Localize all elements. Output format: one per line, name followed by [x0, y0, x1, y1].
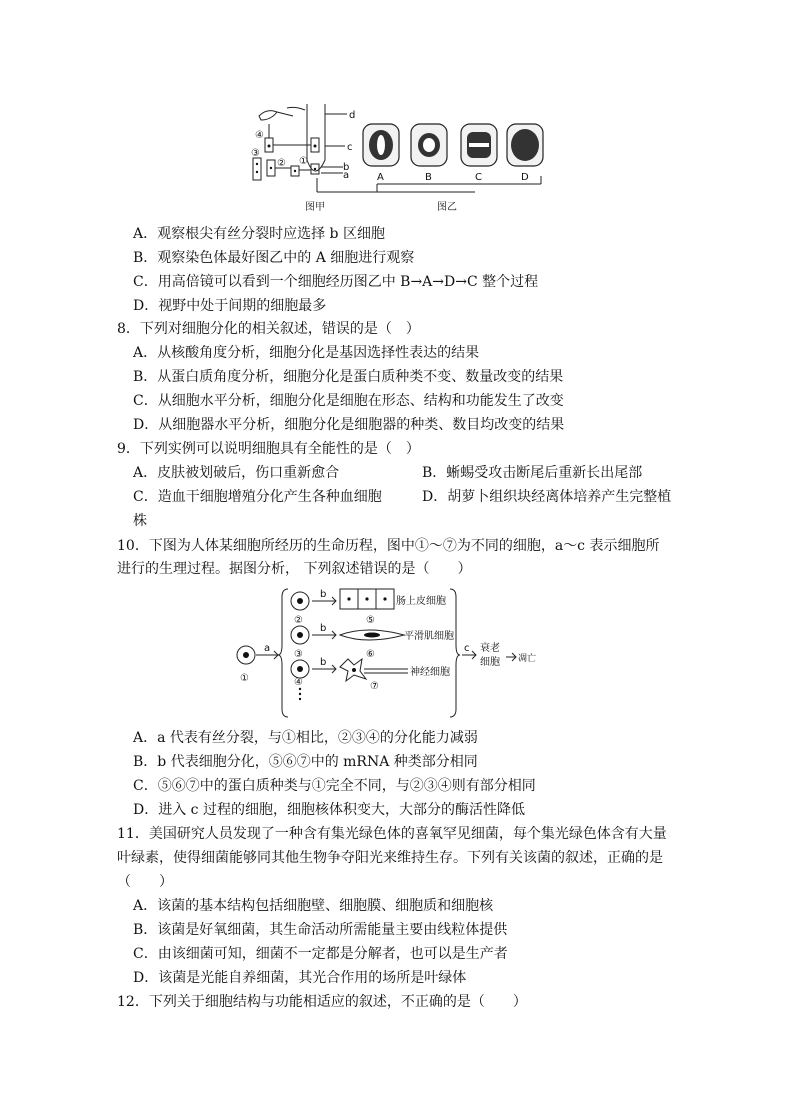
process-c-label: c [464, 643, 470, 654]
q8-option-c: C．从细胞水平分析，细胞分化是细胞在形态、结构和功能发生了改变 [133, 393, 564, 409]
figure-root-tip-mitosis [245, 100, 555, 218]
epithelial-cell-label: 肠上皮细胞 [396, 596, 446, 607]
q11-stem-line1: 11．美国研究人员发现了一种含有集光绿色体的喜氧罕见细菌，每个集光绿色体含有大量 [117, 826, 667, 842]
cell-7-label: ⑦ [370, 681, 379, 692]
figure-cell-life-history [232, 585, 537, 719]
q8-stem: 8．下列对细胞分化的相关叙述，错误的是（ ） [117, 321, 420, 337]
q7-option-d: D．视野中处于间期的细胞最多 [133, 298, 327, 314]
label-n3: ③ [251, 148, 260, 159]
q7-option-b: B．观察染色体最好图乙中的 A 细胞进行观察 [133, 250, 415, 266]
cell-5-label: ⑤ [366, 615, 375, 626]
q7-option-a: A．观察根尖有丝分裂时应选择 b 区细胞 [133, 226, 385, 242]
q11-option-c: C．由该细菌可知，细菌不一定都是分解者，也可以是生产者 [133, 946, 508, 962]
cell-2-label: ② [294, 615, 303, 626]
aging-label-2: 细胞 [480, 657, 500, 668]
q9-stem: 9．下列实例可以说明细胞具有全能性的是（ ） [117, 441, 420, 457]
q11-stem-line2: 叶绿素，使得细菌能够同其他生物争夺阳光来维持生存。下列有关该菌的叙述，正确的是 [117, 850, 663, 866]
q10-option-c: C．⑤⑥⑦中的蛋白质种类与①完全不同，与②③④则有部分相同 [133, 778, 536, 794]
process-a-label: a [264, 643, 271, 654]
q10-option-d: D．进入 c 过程的细胞，细胞核体积变大，大部分的酶活性降低 [133, 802, 525, 818]
label-b: b [343, 162, 350, 173]
label-n4: ④ [255, 130, 264, 141]
cell-3-label: ③ [294, 649, 303, 660]
q11-option-b: B．该菌是好氧细菌，其生命活动所需能量主要由线粒体提供 [133, 922, 508, 938]
apoptosis-label: 凋亡 [518, 654, 537, 664]
q12-stem: 12．下列关于细胞结构与功能相适应的叙述，不正确的是（ ） [117, 994, 527, 1010]
caption-fig-yi: 图乙 [437, 202, 457, 213]
q11-option-a: A．该菌的基本结构包括细胞壁、细胞膜、细胞质和细胞核 [133, 898, 494, 914]
cell-6-label: ⑥ [366, 649, 375, 660]
process-b-label-1: b [320, 589, 327, 600]
q9-option-a: A．皮肤被划破后，伤口重新愈合 [133, 465, 340, 481]
label-n2: ② [277, 158, 286, 169]
neuron-label: 神经细胞 [410, 667, 450, 678]
q8-option-a: A．从核酸角度分析，细胞分化是基因选择性表达的结果 [133, 345, 480, 361]
q8-option-d: D．从细胞器水平分析，细胞分化是细胞器的种类、数目均改变的结果 [133, 417, 565, 433]
label-d: d [349, 110, 356, 121]
process-b-label-2: b [320, 623, 327, 634]
q9-option-d-continued: 株 [133, 513, 147, 529]
label-n1: ① [299, 156, 308, 167]
q7-option-c: C．用高倍镜可以看到一个细胞经历图乙中 B→A→D→C 整个过程 [133, 274, 539, 290]
process-b-label-3: b [320, 657, 327, 668]
panel-b-label: B [425, 172, 432, 183]
q10-stem-line2: 进行的生理过程。据图分析， 下列叙述错误的是（ ） [117, 561, 472, 577]
q9-option-d: D．胡萝卜组织块经离体培养产生完整植 [422, 489, 672, 505]
panel-c-label: C [475, 172, 482, 183]
q10-option-b: B．b 代表细胞分化，⑤⑥⑦中的 mRNA 种类部分相同 [133, 754, 478, 770]
q9-option-c: C．造血干细胞增殖分化产生各种血细胞 [133, 489, 382, 505]
q9-option-b: B．蜥蜴受攻击断尾后重新长出尾部 [422, 465, 643, 481]
q10-stem-line1: 10．下图为人体某细胞所经历的生命历程，图中①～⑦为不同的细胞，a～c 表示细胞所 [117, 538, 660, 554]
label-a: a [343, 170, 350, 181]
cell-4-label: ④ [294, 677, 303, 688]
smooth-muscle-cell-label: 平滑肌细胞 [404, 631, 454, 642]
aging-label-1: 衰老 [480, 643, 500, 654]
q10-option-a: A．a 代表有丝分裂，与①相比，②③④的分化能力减弱 [133, 730, 478, 746]
q11-option-d: D．该菌是光能自养细菌，其光合作用的场所是叶绿体 [133, 970, 467, 986]
q11-stem-line3: （ ） [117, 874, 173, 890]
caption-fig-jia: 图甲 [305, 202, 325, 213]
q8-option-b: B．从蛋白质角度分析，细胞分化是蛋白质种类不变、数量改变的结果 [133, 369, 564, 385]
panel-d-label: D [521, 172, 529, 183]
cell-1-label: ① [240, 673, 249, 684]
label-c: c [347, 142, 353, 153]
panel-a-label: A [377, 172, 384, 183]
